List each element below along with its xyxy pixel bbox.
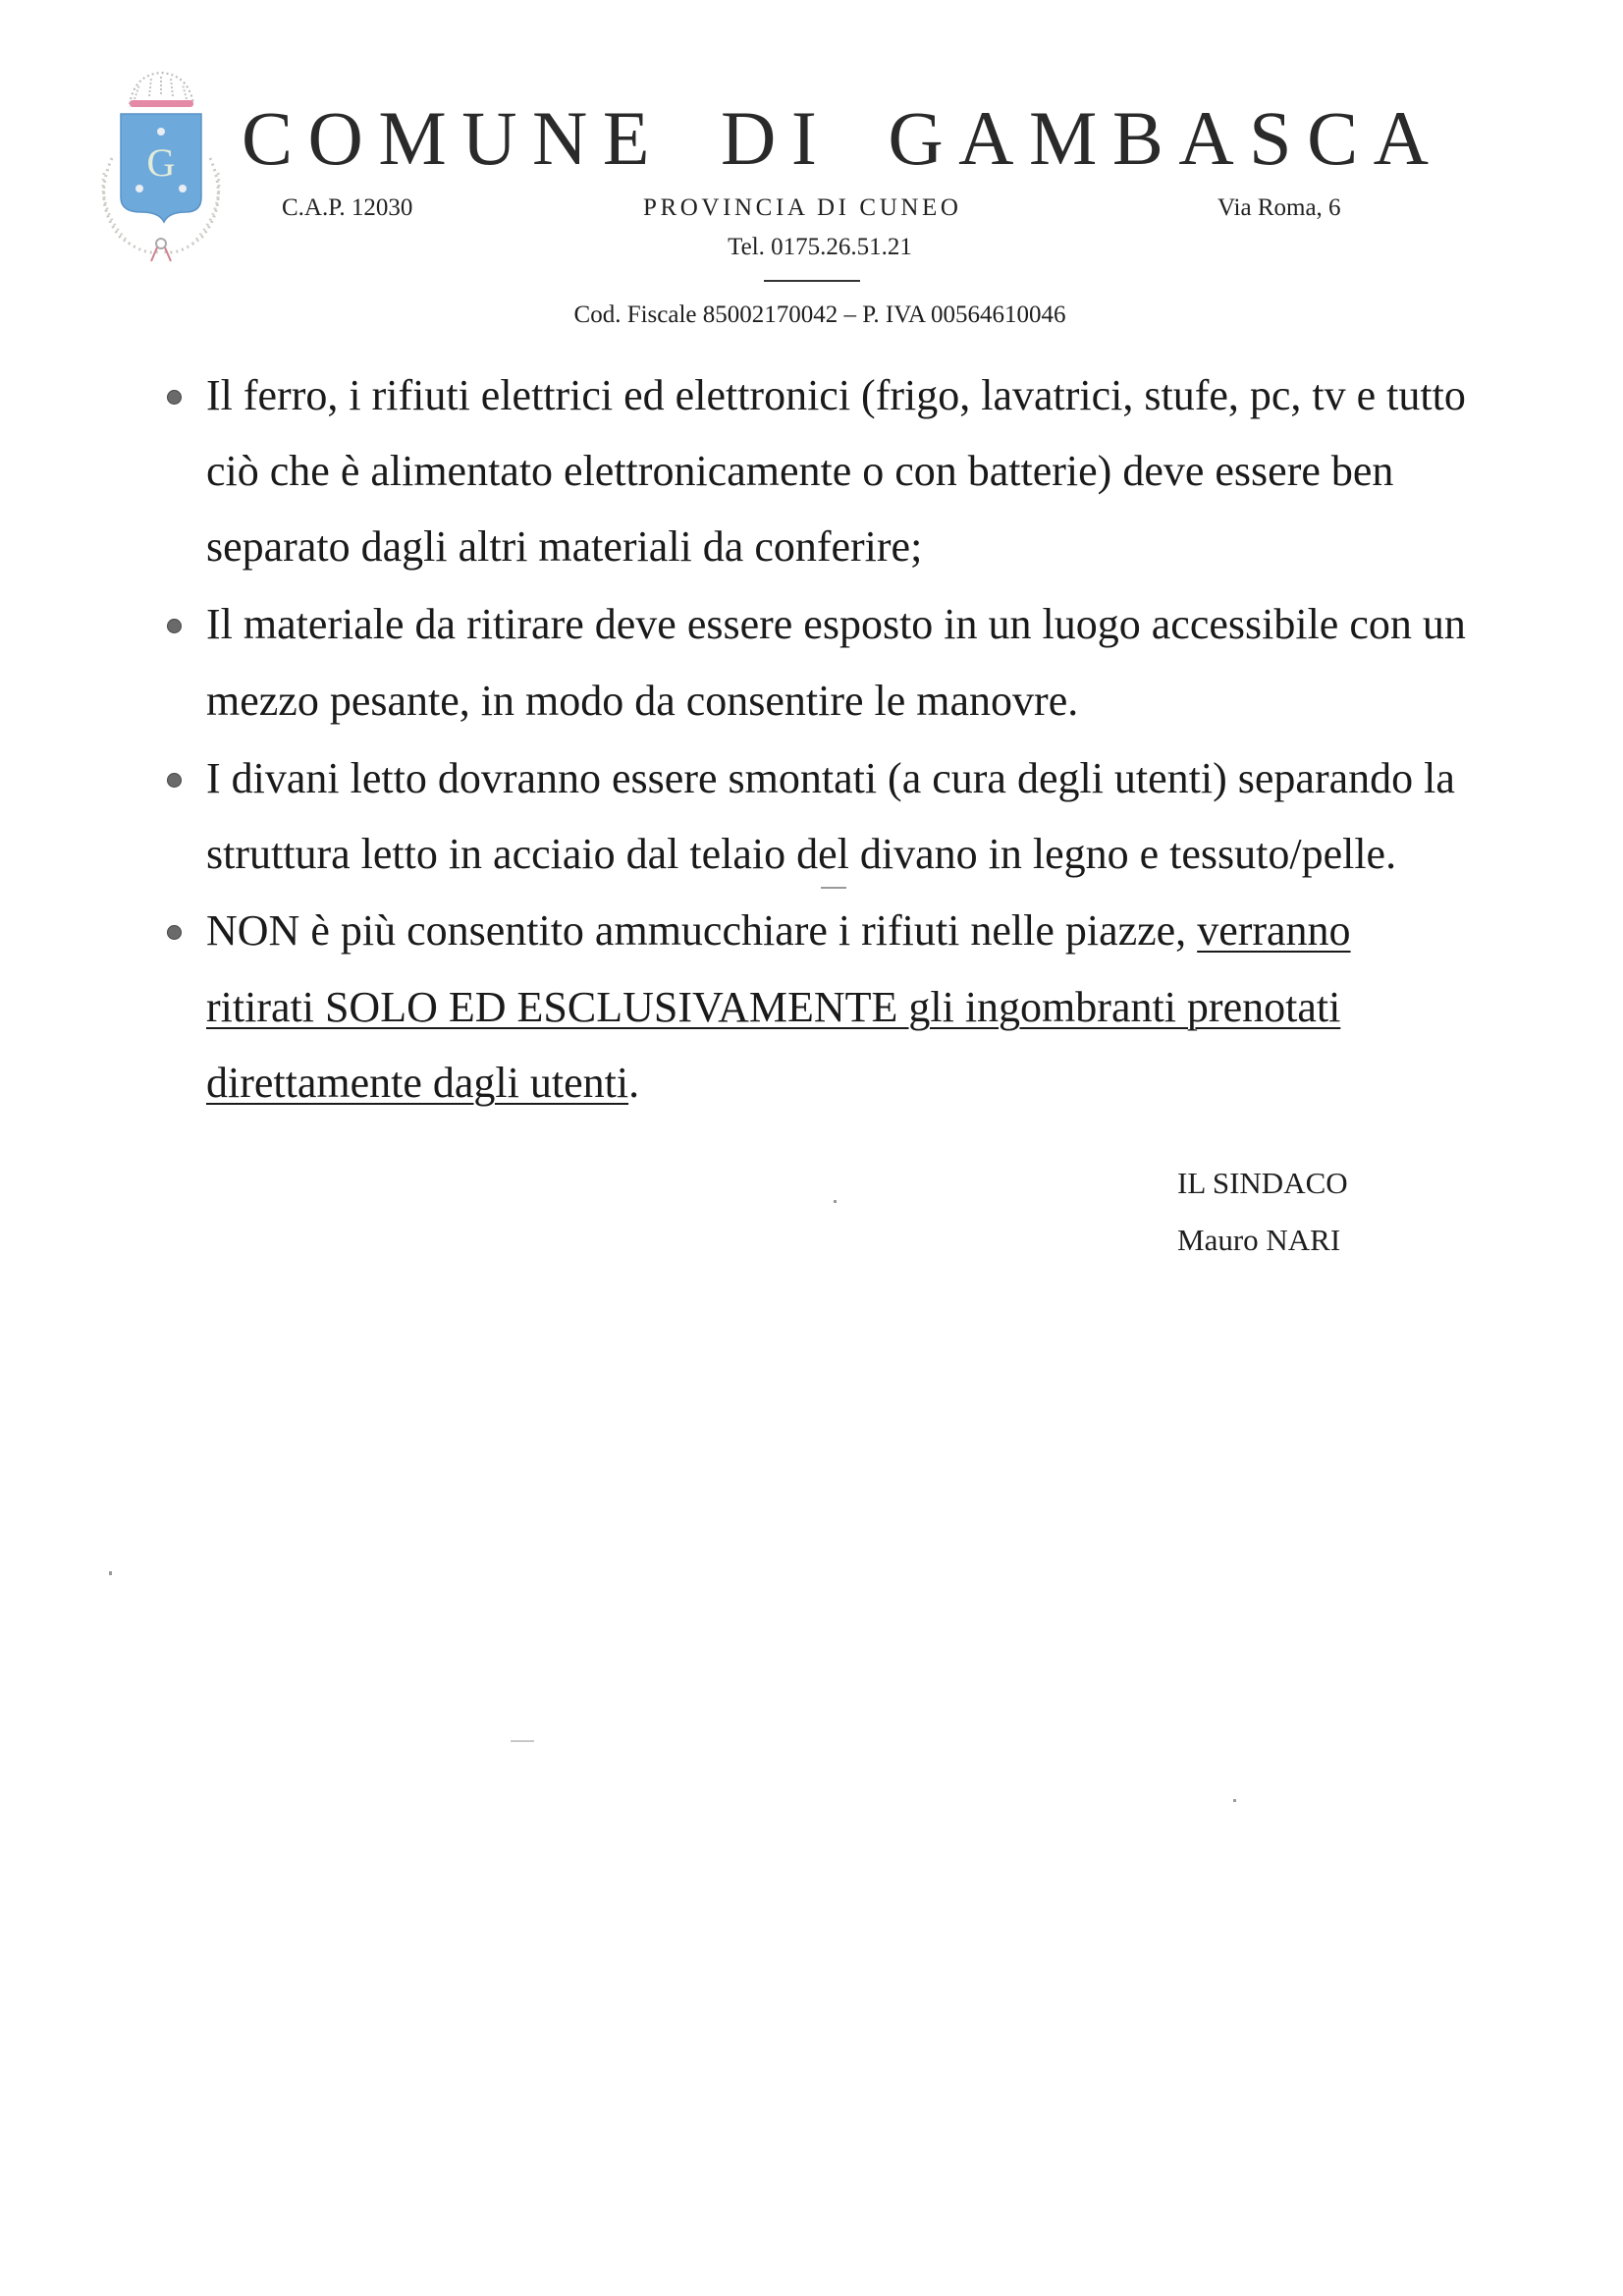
underlined-text: ritirati SOLO ED ESCLUSIVAMENTE gli ingombranti prenotati: [206, 983, 1341, 1031]
scan-speck: [834, 1200, 837, 1203]
scan-speck: [511, 1740, 534, 1742]
telephone: Tel. 0175.26.51.21: [728, 234, 912, 260]
municipality-title: COMUNE DI GAMBASCA: [242, 95, 1444, 181]
fiscal-code: Cod. Fiscale 85002170042 – P. IVA 00564610046: [573, 301, 1066, 328]
scan-speck: [1233, 1799, 1236, 1802]
list-item-1-line-1: Il ferro, i rifiuti elettrici ed elettronici (frigo, lavatrici, stufe, pc, tv e tutto: [206, 371, 1466, 419]
bullet-icon: [167, 925, 182, 940]
signature-role: IL SINDACO: [1177, 1166, 1348, 1200]
scan-speck: [821, 887, 846, 889]
crest-letter: G: [146, 140, 176, 185]
list-item-3-line-2: struttura letto in acciaio dal telaio del divano in legno e tessuto/pelle.: [206, 830, 1397, 878]
ribbon-icon: [151, 239, 171, 261]
list-item-1-line-3: separato dagli altri materiali da conferire;: [206, 522, 923, 571]
bullet-icon: [167, 390, 182, 405]
underlined-text: direttamente dagli utenti: [206, 1059, 629, 1107]
list-item-1-line-2: ciò che è alimentato elettronicamente o con batterie) deve essere ben: [206, 447, 1394, 495]
list-item-4-line-1: [206, 904, 1351, 957]
province: PROVINCIA DI CUNEO: [643, 194, 962, 221]
list-item-4-text: .: [628, 1059, 640, 1107]
list-item-2-line-2: mezzo pesante, in modo da consentire le manovre.: [206, 677, 1079, 725]
header-divider: [764, 280, 860, 282]
list-item-4-text: NON è più consentito ammucchiare i rifiuti nelle piazze,: [206, 906, 1198, 955]
list-item-2-line-1: Il materiale da ritirare deve essere esposto in un luogo accessibile con un: [206, 600, 1466, 648]
signature-name: Mauro NARI: [1177, 1223, 1341, 1257]
bullet-icon: [167, 619, 182, 633]
scan-speck: [109, 1571, 112, 1575]
underlined-text: verranno: [1197, 906, 1351, 955]
crown-icon: [130, 73, 193, 107]
postal-code: C.A.P. 12030: [282, 194, 413, 221]
list-item-4-line-3: [206, 1057, 639, 1110]
address: Via Roma, 6: [1217, 194, 1341, 221]
list-item-3-line-1: I divani letto dovranno essere smontati (a cura degli utenti) separando la: [206, 754, 1455, 802]
bullet-icon: [167, 773, 182, 788]
coat-of-arms-logo: [90, 65, 233, 266]
list-item-4-line-2: [206, 981, 1340, 1034]
